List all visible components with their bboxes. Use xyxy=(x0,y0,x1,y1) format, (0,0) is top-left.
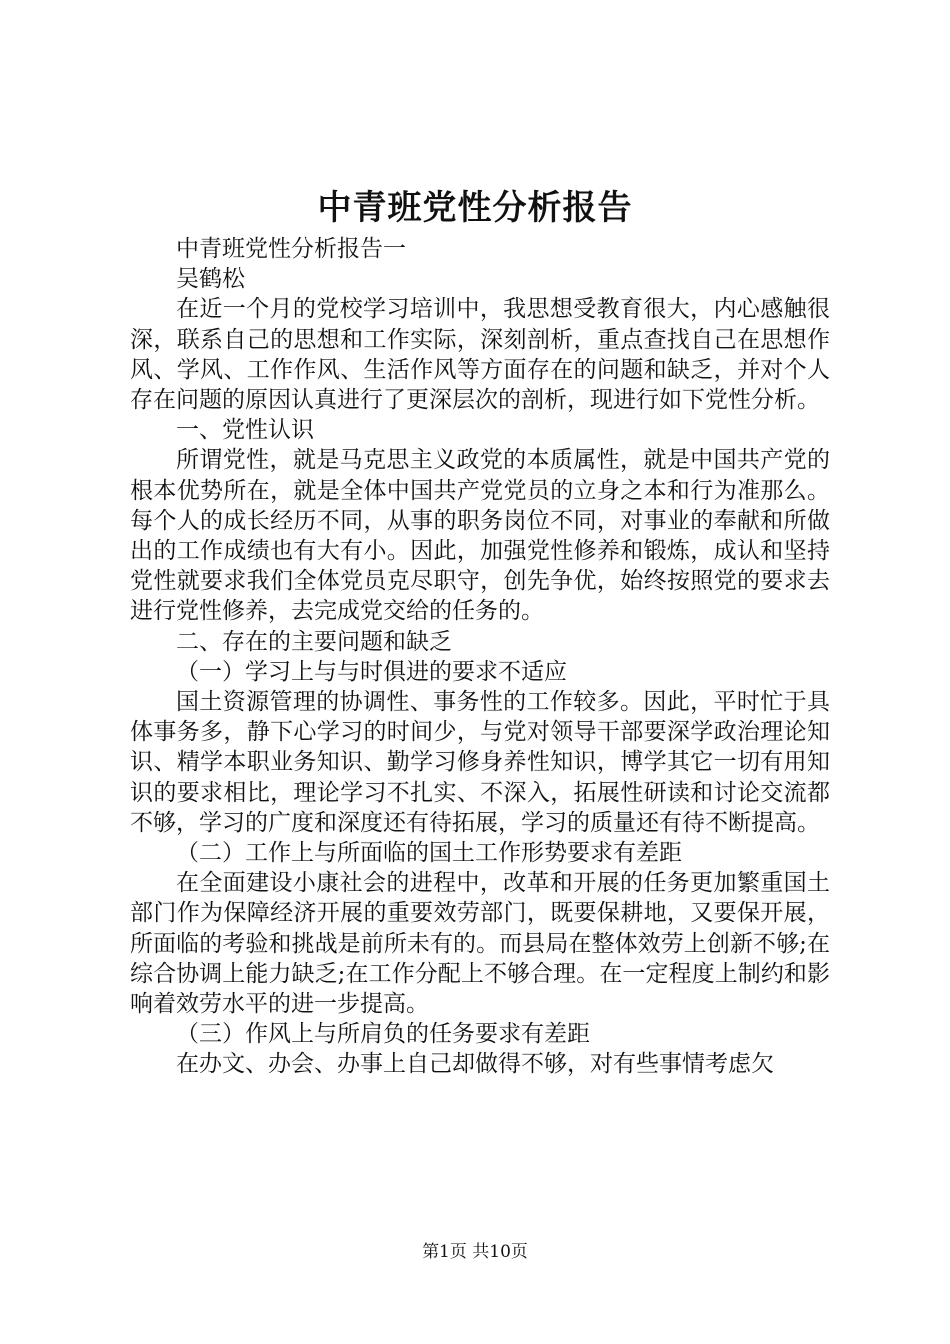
subsection-heading-1: （一）学习上与与时俱进的要求不适应 xyxy=(176,658,567,685)
subtitle-paragraph: 中青班党性分析报告一 xyxy=(176,236,406,262)
author-paragraph: 吴鹤松 xyxy=(176,266,245,293)
body-paragraph: 所谓党性，就是马克思主义政党的本质属性，就是中国共产党的根本优势所在，就是全体中国共产党党员的立身之本和行为准那么。每个人的成长经历不同，从事的职务岗位不同，对事业的奉献和所做出的工作成绩也有大有小。因此，加强党性修养和锻炼，成认和坚持党性就要求我们全体党员克尽职守，创先争优，始终按照党的要求去进行党性修养，去完成党交给的任务的。 xyxy=(130,447,830,625)
document-title: 中青班党性分析报告 xyxy=(317,188,633,228)
body-paragraph: 国土资源管理的协调性、事务性的工作较多。因此，平时忙于具体事务多，静下心学习的时间少，与党对领导干部要深学政治理论知识、精学本职业务知识、勤学习修身养性知识，博学其它一切有用知识的要求相比，理论学习不扎实、不深入，拓展性研读和讨论交流都不够，学习的广度和深度还有待拓展，学习的质量还有待不断提高。 xyxy=(130,689,830,836)
intro-paragraph: 在近一个月的党校学习培训中，我思想受教育很大，内心感触很深，联系自己的思想和工作实际，深刻剖析，重点查找自己在思想作风、学风、工作作风、生活作风等方面存在的问题和缺乏，并对个人存在问题的原因认真进行了更深层次的剖析，现进行如下党性分析。 xyxy=(130,296,830,414)
section-heading-2: 二、存在的主要问题和缺乏 xyxy=(176,628,452,655)
document-body xyxy=(130,234,830,1080)
body-paragraph: 在办文、办会、办事上自己却做得不够，对有些事情考虑欠 xyxy=(176,1051,774,1078)
subsection-heading-3: （三）作风上与所肩负的任务要求有差距 xyxy=(176,1021,590,1048)
section-heading-1: 一、党性认识 xyxy=(176,417,314,444)
subsection-heading-2: （二）工作上与所面临的国土工作形势要求有差距 xyxy=(176,840,682,867)
body-paragraph: 在全面建设小康社会的进程中，改革和开展的任务更加繁重国土部门作为保障经济开展的重要效劳部门，既要保耕地，又要保开展，所面临的考验和挑战是前所未有的。而县局在整体效劳上创新不够;在综合协调上能力缺乏;在工作分配上不够合理。在一定程度上制约和影响着效劳水平的进一步提高。 xyxy=(130,870,830,1018)
page-number-footer: 第1页 共10页 xyxy=(422,1242,528,1262)
